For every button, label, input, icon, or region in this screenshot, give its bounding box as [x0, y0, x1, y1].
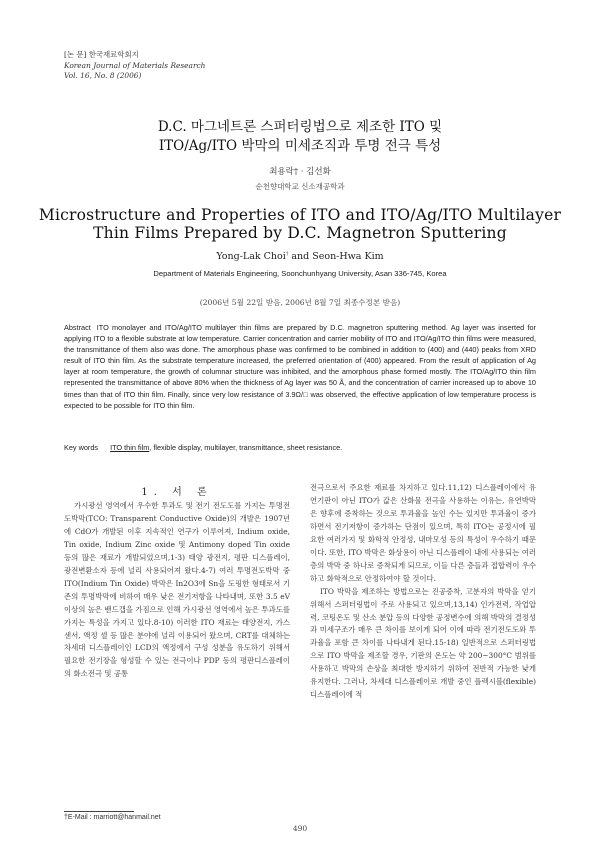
journal-volume: Vol. 16, No. 8 (2006)	[64, 71, 142, 80]
footnote-email: †E-Mail : marriott@hanmail.net	[64, 814, 161, 821]
footnote-divider	[64, 811, 134, 812]
english-affiliation: Department of Materials Engineering, Soonchunhyang University, Asan 336-745, Korea	[153, 269, 447, 278]
abstract-label: Abstract	[64, 323, 91, 332]
korean-title-line1: D.C. 마그네트론 스퍼터링법으로 제조한 ITO 및	[157, 119, 443, 135]
left-column	[64, 500, 290, 681]
left-paragraph: 가시광선 영역에서 우수한 투과도 및 전기 전도도를 가지는 투명전도박막(TCO: Transparent Conductive Oxide)의 개발은 1907년에 CdO가 개발된 이후 지속적인 연구가 이루어져, Indium oxide, Tin oxide, Indium Zinc oxide 및 Antimony doped Tin oxide 등의 많은 재료가 개발되었으며,1-3) 태양 광전지, 평판 디스플레이, 광전변환소자 등에 널리 사용되어져 왔다.4-7) 여러 투명전도박막 중 ITO(Indium Tin Oxide) 박막은 In2O3에 Sn을 도핑한 형태로서 기존의 투명박막에 비하여 매우 낮은 전기저항을 나타내며, 또한 3.5 eV 이상의 높은 밴드갭을 가짐으로 인해 가시광선 영역에서 높은 투과도를 가지는 특성을 가지고 있다.8-10) 이러한 ITO 재료는 태양전지, 가스 센서, 액정 셀 등 많은 분야에 널리 이용되어 왔으며, CRT를 대체하는 차세대 디스플레이인 LCD의 액정에서 구성 성분을 유도하기 위해서 필요한 전기장을 형성할 수 있는 전극이나 PDP 등의 평판디스플레이의 화소전극 및 공통	[64, 501, 290, 679]
keywords-rest: , flexible display, multilayer, transmittance, sheet resistance.	[149, 443, 343, 452]
english-title-line1: Microstructure and Properties of ITO and ITO/Ag/ITO Multilayer	[38, 206, 562, 224]
korean-authors: 최용락† · 김선화	[269, 167, 331, 177]
keywords-label: Key words	[64, 443, 99, 452]
page-number: 490	[292, 824, 308, 833]
abstract	[64, 322, 536, 411]
keywords	[64, 443, 342, 452]
abstract-text: ITO monolayer and ITO/Ag/ITO multilayer thin films are prepared by D.C. magnetron sputtering method. Ag layer was inserted for applying ITO to a flexible substrate at low temperature. Carrier concentration and carrier mobility of ITO and ITO/Ag/ITO thin films were measured, the transmittance of them also was done. The amorphous phase was confirmed to be combined in addition to (400) and (440) peaks from XRD result of ITO thin film. As the substrate temperature increased, the preferred orientation of (400) appeared. From the result of application of Ag layer at room temperature, the growth of columnar structure was inhibited, and the amorphous phase formed mostly. The ITO/Ag/ITO thin film represented the transmittance of above 80% when the thickness of Ag layer was 50 Å, and the concentration of carrier increased up to above 10 times than that of ITO thin film. Finally, since very low resistance of 3.9Ω/□ was observed, the effective application of low temperature process is expected to be possible for ITO thin film.	[64, 323, 536, 410]
author-1: Yong-Lak Choi	[216, 251, 286, 262]
corresponding-mark: †	[285, 250, 289, 257]
journal-name: Korean Journal of Materials Research	[64, 60, 206, 70]
journal-header	[64, 50, 205, 82]
korean-title-line2: ITO/Ag/ITO 박막의 미세조직과 투명 전극 특성	[158, 138, 442, 154]
received-date: (2006년 5월 22일 받음, 2006년 8월 7일 최종수정본 받음)	[199, 298, 401, 307]
korean-affiliation: 순천향대학교 신소재공학과	[255, 182, 345, 191]
journal-tag: [논 문] 한국재료학회지	[64, 50, 139, 59]
author-2: and Seon-Hwa Kim	[288, 251, 384, 262]
keyword-link[interactable]: ITO thin film	[110, 443, 150, 452]
right-paragraph-2: ITO 박막을 제조하는 방법으로는 진공증착, 고분자의 박막을 얻기 위해서 스퍼터링법이 주로 사용되고 있으며,13,14) 인가전력, 작업압력, 코팅온도 및 산소 분압 등의 다양한 공정변수에 의해 박막의 결정성과 미세구조가 매우 큰 차이를 보이게 되어 이에 따라 전기전도도와 투과율을 포함 큰 차이를 나타내게 된다.15-18) 일반적으로 스퍼터링법으로 ITO 박막을 제조할 경우, 기판의 온도는 약 200~300°C 범위를 사용하고 박막의 손상을 최대한 방지하기 위하여 전반적 가능한 낮게 유지한다. 그러나, 차세대 디스플레이로 개발 중인 플렉시블(flexible) 디스플레이에 적	[310, 586, 536, 700]
right-column	[310, 482, 536, 702]
english-title-line2: Thin Films Prepared by D.C. Magnetron Sputtering	[93, 224, 507, 242]
section-heading: 1. 서 론	[141, 487, 213, 498]
english-authors	[0, 251, 600, 262]
right-paragraph-1: 전극으로서 주요한 재료를 차지하고 있다.11,12) 디스플레이에서 유연기판이 아닌 ITO가 값은 산화물 전극을 사용하는 이유는, 유연박막은 향후에 증착하는 것으로 투과율을 높인 수는 있지만 투과율이 증가하면서 전기저항이 증가하는 단점이 있으며, 특히 ITO는 공정시에 필요한 여러가지 및 화학적 안정성, 내마모성 등의 특성이 우수하기 때문이다. 또한, ITO 박막은 화상용이 아닌 디스플레이 내에 사용되는 여러 층의 박막 중 하나로 증착되게 되므로, 이들 다른 층들과 접합력이 우수하고 화학적으로 안정하여야 할 것이다.	[310, 483, 536, 583]
